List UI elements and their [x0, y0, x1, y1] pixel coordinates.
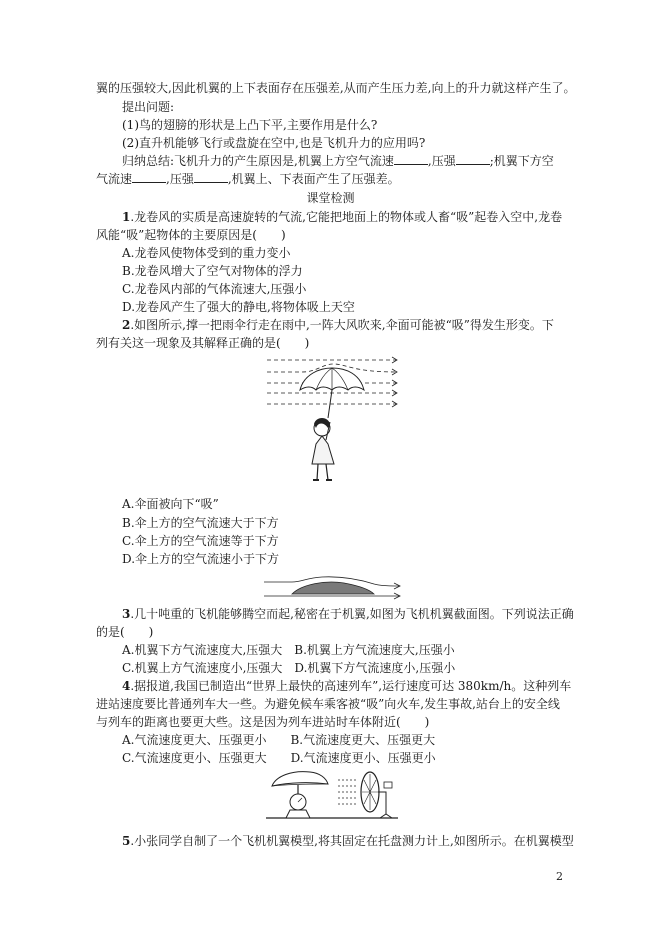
q2-stem-line-1 — [122, 317, 554, 333]
arrow-icon — [394, 583, 400, 599]
q1-stem-line-2: 风能“吸”起物体的主要原因是( ) — [96, 228, 286, 242]
q2-number: 2 — [122, 318, 131, 332]
q3-number: 3 — [122, 607, 131, 621]
intro-line-1: 翼的压强较大,因此机翼的上下表面存在压强差,从而产生压力差,向上的升力就这样产生了。 — [96, 81, 576, 95]
section-title: 课堂检测 — [306, 191, 355, 205]
q3-options-ab: A.机翼下方气流速度大,压强大 B.机翼上方气流速度大,压强小 — [122, 643, 455, 657]
q3-options-cd: C.机翼上方气流速度小,压强大 D.机翼下方气流速度小,压强小 — [122, 661, 456, 675]
q4-number: 4 — [122, 679, 131, 693]
q1-option-b: B.龙卷风增大了空气对物体的浮力 — [122, 264, 303, 278]
q4-stem-line-3: 与列车的距离也要更大些。这是因为列车进站时车体附近( ) — [96, 715, 430, 729]
q4-stem-line-1 — [122, 678, 571, 694]
q2-stem-line-2: 列有关这一现象及其解释正确的是( ) — [96, 336, 310, 350]
page-number: 2 — [556, 870, 563, 883]
questions-title: 提出问题: — [122, 100, 175, 114]
fan-motor — [384, 782, 392, 788]
q4-stem-1: .据报道,我国已制造出“世界上最快的高速列车”,运行速度可达 380km/h。这种列车 — [130, 679, 572, 693]
answer-blank — [394, 153, 428, 165]
wing-cross-section-figure — [262, 574, 402, 604]
summary-text-f: ,机翼上、下表面产生了压强差。 — [227, 172, 400, 186]
summary-text-a: 归纳总结:飞机升力的产生原因是,机翼上方空气流速 — [122, 154, 394, 168]
summary-text-d: 气流速 — [96, 172, 133, 186]
q5-stem-1: .小张同学自制了一个飞机机翼模型,将其固定在托盘测力计上,如图所示。在机翼模型 — [130, 834, 574, 848]
q5-stem-line-1 — [122, 833, 574, 849]
umbrella-girl-figure — [262, 352, 402, 492]
fan-stand — [378, 792, 392, 818]
question-bird-wing: (1)鸟的翅膀的形状是上凸下平,主要作用是什么? — [122, 118, 378, 132]
q3-stem-line-2: 的是( ) — [96, 625, 154, 639]
answer-blank — [194, 171, 228, 183]
q1-stem-1: .龙卷风的实质是高速旋转的气流,它能把地面上的物体或人畜“吸”起卷入空中,龙卷 — [130, 210, 563, 224]
answer-blank — [132, 171, 166, 183]
airflow-lines — [338, 780, 358, 804]
q1-option-d: D.龙卷风产生了强大的静电,将物体吸上天空 — [122, 300, 355, 314]
q1-option-c: C.龙卷风内部的气体流速大,压强小 — [122, 282, 307, 296]
q1-stem-line-1 — [122, 209, 562, 225]
q5-number: 5 — [122, 834, 131, 848]
q1-option-a: A.龙卷风使物体受到的重力变小 — [122, 246, 291, 260]
girl-legs — [317, 464, 328, 480]
q3-stem-1: .几十吨重的飞机能够腾空而起,秘密在于机翼,如图为飞机机翼截面图。下列说法正确 — [130, 607, 574, 621]
q3-stem-line-1 — [122, 606, 574, 622]
q4-stem-line-2: 进站速度要比普通列车大一些。为避免候车乘客被“吸”向火车,发生事故,站台上的安全线 — [96, 697, 560, 711]
summary-text-c: ;机翼下方空 — [489, 154, 554, 168]
answer-blank — [456, 153, 490, 165]
q2-option-c: C.伞上方的空气流速等于下方 — [122, 534, 279, 548]
q2-stem-1: .如图所示,撑一把雨伞行走在雨中,一阵大风吹来,伞面可能被“吸”得发生形变。下 — [130, 318, 554, 332]
wing-icon — [292, 582, 374, 594]
q1-number: 1 — [122, 210, 131, 224]
summary-line-1 — [122, 153, 554, 169]
summary-text-b: ,压强 — [427, 154, 456, 168]
question-helicopter: (2)直升机能够飞行或盘旋在空中,也是飞机升力的应用吗? — [122, 136, 426, 150]
q2-option-a: A.伞面被向下“吸” — [122, 497, 219, 511]
q2-option-d: D.伞上方的空气流速小于下方 — [122, 552, 280, 566]
wing-model-scale-fan-figure — [262, 768, 402, 824]
summary-text-e: ,压强 — [166, 172, 194, 186]
q4-options-ab: A.气流速度更大、压强更小 B.气流速度更大、压强更大 — [122, 733, 436, 747]
q4-options-cd: C.气流速度更小、压强更大 D.气流速度更小、压强更小 — [122, 751, 436, 765]
girl-dress — [312, 436, 334, 464]
summary-line-2 — [96, 171, 400, 187]
scale-base — [286, 810, 310, 818]
q2-option-b: B.伞上方的空气流速大于下方 — [122, 516, 279, 530]
